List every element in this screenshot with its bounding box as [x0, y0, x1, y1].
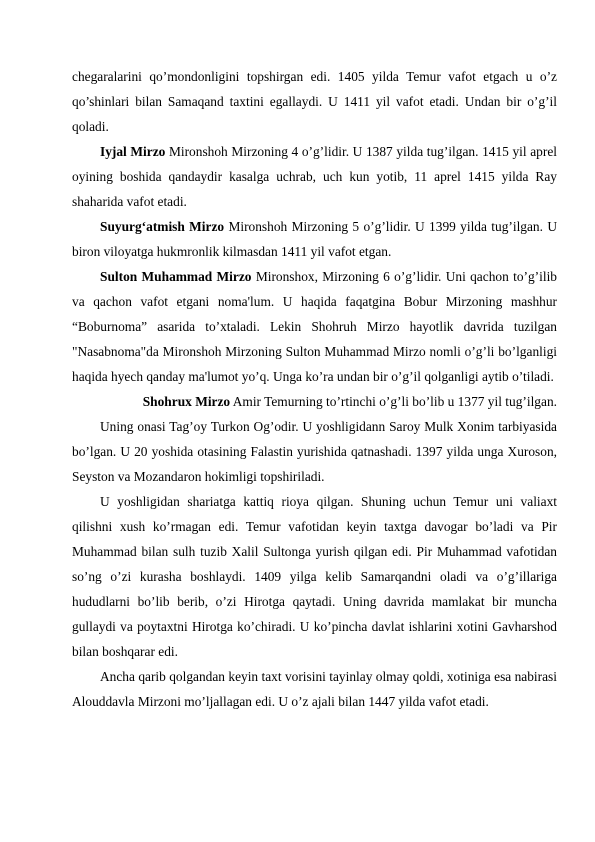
paragraph-text: Uning onasi Tag’oy Turkon Og’odir. U yoshligidann Saroy Mulk Xonim tarbiyasida bo’lgan. U 20 yoshida otasining Falastin yurishida qatnashadi. 1397 yilda unga Xuroson, Seyston va Mozandaron hokimligi topshiriladi. [72, 419, 557, 484]
paragraph-heading: Suyurg‘atmish Mirzo [100, 219, 225, 234]
paragraph-suyurgatmish-mirzo [72, 214, 557, 264]
document-page [72, 64, 557, 714]
paragraph-text: chegaralarini qo’mondonligini topshirgan edi. 1405 yilda Temur vafot etgach u o’z qo’shinlari bilan Samaqand taxtini egallaydi. U 1411 yil vafot etadi. Undan bir o’g’il qoladi. [72, 69, 557, 134]
paragraph-text: Mironshoh Mirzoning 5 o’g’lidir. U 1399 yilda tug’ilgan. U biron viloyatga hukmronlik kilmasdan 1411 yil vafot etgan. [72, 219, 557, 259]
paragraph-heading: Iyjal Mirzo [100, 144, 166, 159]
paragraph-heading: Sulton Muhammad Mirzo [100, 269, 252, 284]
paragraph-sulton-muhammad-mirzo [72, 264, 557, 389]
paragraph-iyjal-mirzo [72, 139, 557, 214]
paragraph-death [72, 664, 557, 714]
paragraph-text: U yoshligidan shariatga kattiq rioya qilgan. Shuning uchun Temur uni valiaxt qilishni xush ko’rmagan edi. Temur vafotidan keyin taxtga davogar bo’ladi va Pir Muhammad bilan sulh tuzib Xalil Sultonga yurish qilgan edi. Pir Muhammad vafotidan so’ng o’zi kurasha boshlaydi. 1409 yilga kelib Samarqandni oladi va o’g’illariga hududlarni bo’lib berib, o’zi Hirotga qaytadi. Uning davrida mamlakat bir muncha gullaydi va poytaxtni Hirotga ko’chiradi. U ko’pincha davlat ishlarini xotini Gavharshod bilan boshqarar edi. [72, 494, 557, 659]
paragraph-reign [72, 489, 557, 664]
paragraph-shohrux-mirzo [72, 389, 557, 414]
paragraph-heading: Shohrux Mirzo [142, 394, 231, 409]
paragraph-1 [72, 64, 557, 139]
paragraph-mother [72, 414, 557, 489]
paragraph-text: Mironshoh Mirzoning 4 o’g’lidir. U 1387 yilda tug’ilgan. 1415 yil aprel oyining boshida qandaydir kasalga uchrab, uch kun yotib, 11 aprel 1415 yilda Ray shaharida vafot etadi. [72, 144, 557, 209]
paragraph-text: Amir Temurning to’rtinchi o’g’li bo’lib u 1377 yil tug’ilgan. [230, 394, 557, 409]
paragraph-text: Ancha qarib qolgandan keyin taxt vorisini tayinlay olmay qoldi, xotiniga esa nabirasi Alouddavla Mirzoni mo’ljallagan edi. U o’z ajali bilan 1447 yilda vafot etadi. [72, 669, 557, 709]
paragraph-text: Mironshox, Mirzoning 6 o’g’lidir. Uni qachon to’g’ilib va qachon vafot etgani noma'lum. U haqida faqatgina Bobur Mirzoning mashhur “Boburnoma” asarida to’xtaladi. Lekin Shohruh Mirzo hayotlik davrida tuzilgan "Nasabnoma"da Mironshoh Mirzoning Sulton Muhammad Mirzo nomli o’g’li bo’lganligi haqida hyech qanday ma'lumot yo’q. Unga ko’ra undan bir o’g’il qolganligi aytib o’tiladi. [72, 269, 557, 384]
